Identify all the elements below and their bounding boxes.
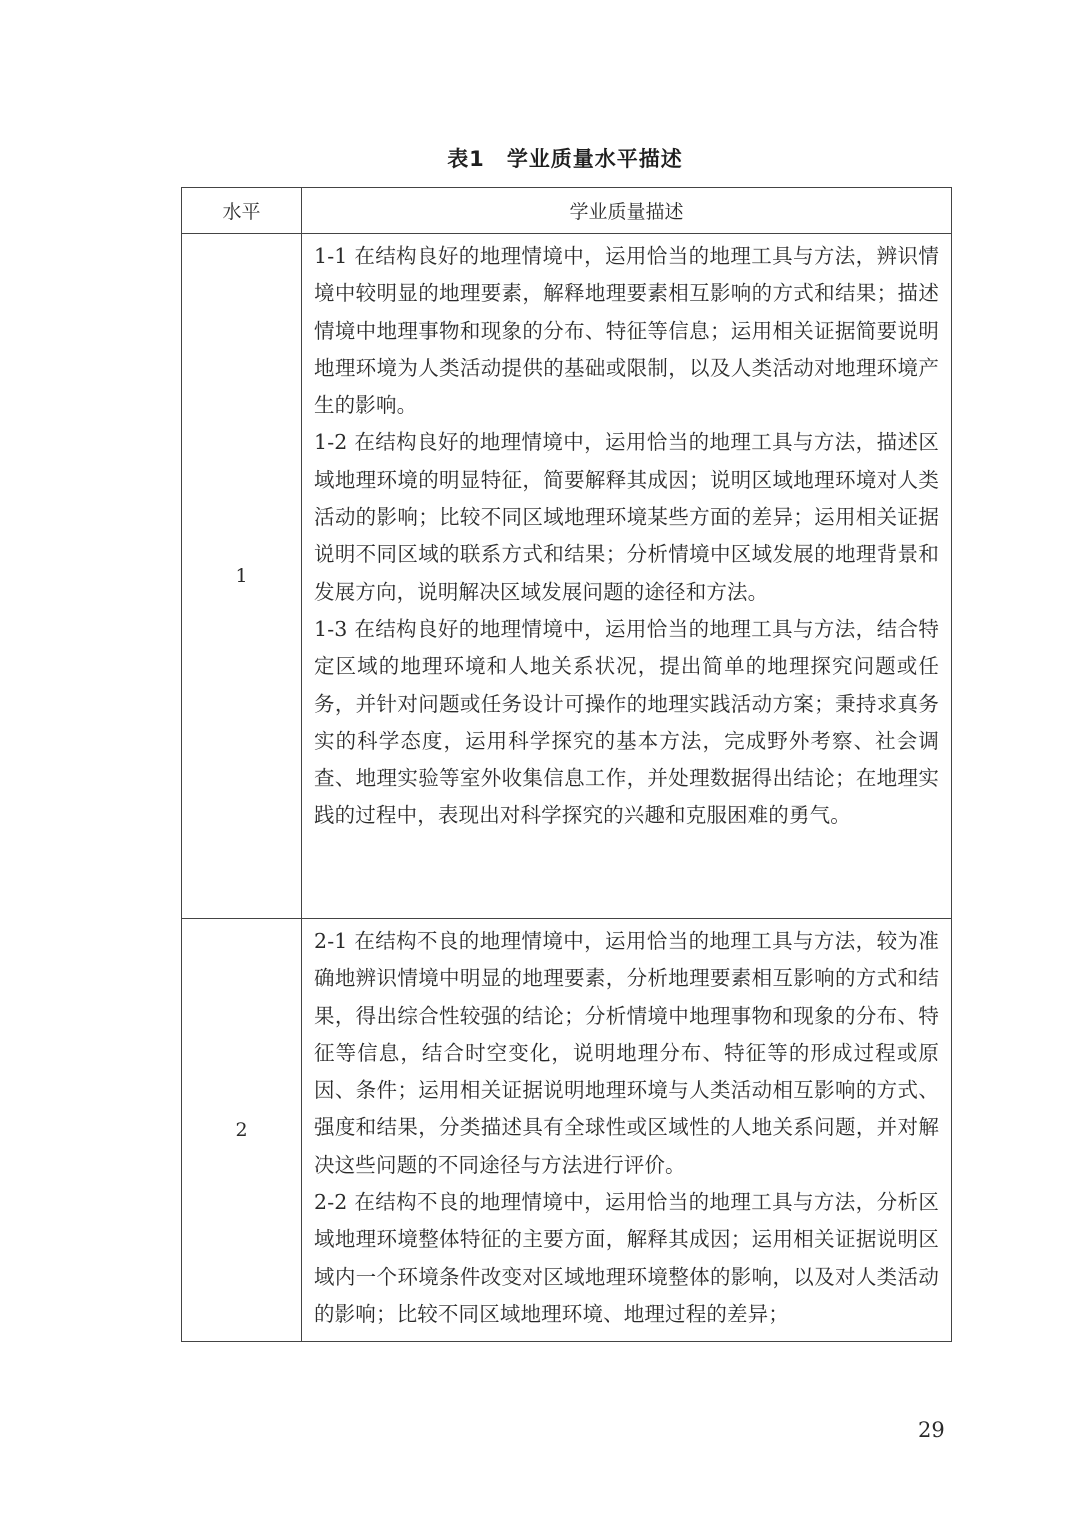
table-row [182,234,952,919]
description-paragraph: 1-1 在结构良好的地理情境中，运用恰当的地理工具与方法，辨识情境中较明显的地理要素，解释地理要素相互影响的方式和结果；描述情境中地理事物和现象的分布、特征等信息；运用相关证据简要说明地理环境为人类活动提供的基础或限制，以及人类活动对地理环境产生的影响。 [314,244,939,418]
table-header-row [182,188,952,234]
page-number: 29 [918,1418,945,1442]
table-row [182,919,952,1342]
table-number-label: 表1 [447,147,485,171]
description-column-header: 学业质量描述 [302,188,952,234]
description-cell [302,234,952,919]
description-cell [302,919,952,1342]
description-paragraph: 2-2 在结构不良的地理情境中，运用恰当的地理工具与方法，分析区域地理环境整体特征的主要方面，解释其成因；运用相关证据说明区域内一个环境条件改变对区域地理环境整体的影响，以及对人类活动的影响；比较不同区域地理环境、地理过程的差异； [314,1190,939,1326]
level-column-header: 水平 [182,188,302,234]
description-paragraph: 1-3 在结构良好的地理情境中，运用恰当的地理工具与方法，结合特定区域的地理环境和人地关系状况，提出简单的地理探究问题或任务，并针对问题或任务设计可操作的地理实践活动方案；秉持求真务实的科学态度，运用科学探究的基本方法，完成野外考察、社会调查、地理实验等室外收集信息工作，并处理数据得出结论；在地理实践的过程中，表现出对科学探究的兴趣和克服困难的勇气。 [314,616,939,828]
description-paragraph: 1-2 在结构良好的地理情境中，运用恰当的地理工具与方法，描述区域地理环境的明显特征，简要解释其成因；说明区域地理环境对人类活动的影响；比较不同区域地理环境某些方面的差异；运用相关证据说明不同区域的联系方式和结果；分析情境中区域发展的地理背景和发展方向，说明解决区域发展问题的途径和方法。 [314,430,939,604]
level-cell: 2 [182,919,302,1342]
level-cell: 1 [182,234,302,919]
description-paragraph: 2-1 在结构不良的地理情境中，运用恰当的地理工具与方法，较为准确地辨识情境中明显的地理要素，分析地理要素相互影响的方式和结果，得出综合性较强的结论；分析情境中地理事物和现象的分布、特征等信息，结合时空变化，说明地理分布、特征等的形成过程或原因、条件；运用相关证据说明地理环境与人类活动相互影响的方式、强度和结果，分类描述具有全球性或区域性的人地关系问题，并对解决这些问题的不同途径与方法进行评价。 [314,929,939,1177]
table-title-text: 学业质量水平描述 [506,147,683,171]
quality-level-table [181,187,952,1342]
table-title [0,143,1080,173]
